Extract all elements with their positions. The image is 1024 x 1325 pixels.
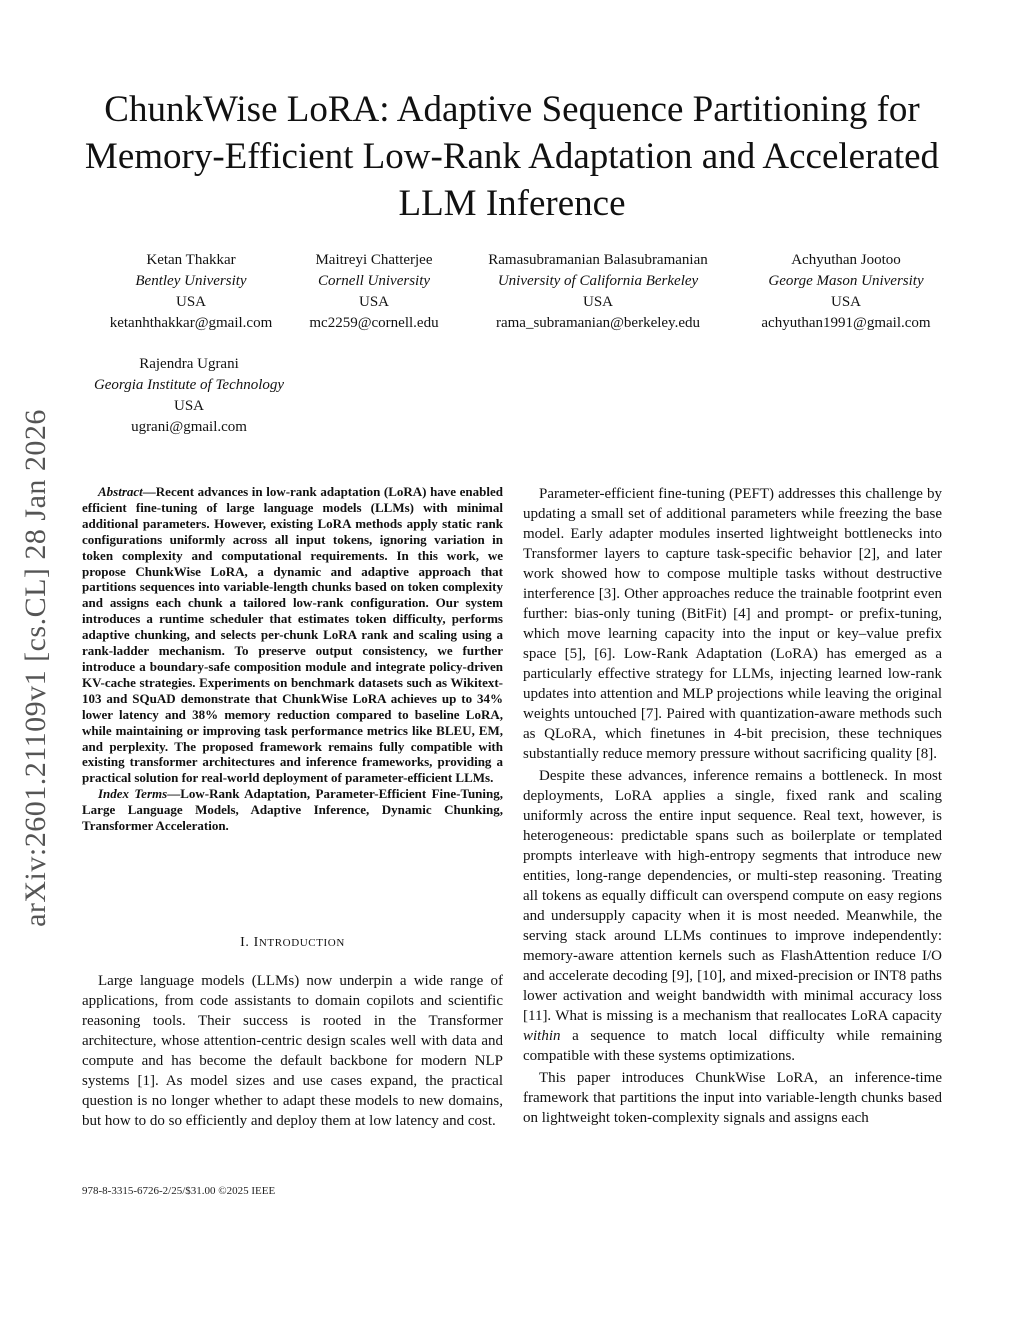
abstract [82,484,503,834]
right-column [523,484,942,1128]
author-country: USA [582,294,613,310]
author-block-1 [96,250,286,334]
intro-paragraph [82,971,503,1131]
author-country: USA [175,294,206,310]
paragraph-2-emphasis: within [523,1028,561,1044]
copyright-footnote: 978-8-3315-6726-2/25/$31.00 ©2025 IEEE [82,1185,276,1197]
author-affiliation: Bentley University [135,273,247,289]
author-email: rama_subramanian@berkeley.edu [495,315,700,331]
right-paragraph-2 [523,766,942,1066]
author-name: Achyuthan Jootoo [791,252,901,268]
author-affiliation: University of California Berkeley [497,273,699,289]
intro-paragraph-1: Large language models (LLMs) now underpin a wide range of applications, from code assistants to domain copilots and scientific reasoning tools. Their success is rooted in the Transformer architecture, whose attention-centric design scales well with data and compute and has become the default backbone for modern NLP systems [1]. As model sizes and use cases expand, the practical question is no longer whether to adapt these models to new domains, but how to do so efficiently and deploy them at low latency and cost. [82,973,503,1129]
author-block-5 [76,354,302,438]
paragraph-2-text-a: Despite these advances, inference remains a bottleneck. In most deployments, LoRA applies a single, fixed rank and scaling uniformly across the entire input sequence. Real text, however, is heterogeneous: predictable spans such as boilerplate or templated prompts interleave with high-entropy segments that introduce new entities, long-range dependencies, or multi-step reasoning. Treating all tokens as equally difficult can overspend compute on easy regions and undersupply capacity when it is most needed. Meanwhile, the serving stack around LLMs continues to improve independently: memory-aware attention kernels such as FlashAttention reduce I/O and accelerate decoding [9], [10], and mixed-precision or INT8 paths lower activation and weight bandwidth with minimal accuracy loss [11]. What is missing is a mechanism that reallocates LoRA capacity [523,768,942,1024]
abstract-label: Abstract [98,484,143,499]
author-country: USA [358,294,389,310]
author-affiliation: George Mason University [768,273,924,289]
author-block-2 [296,250,452,334]
arxiv-identifier [14,378,58,958]
author-name: Ketan Thakkar [146,252,236,268]
author-email: achyuthan1991@gmail.com [761,315,931,331]
right-paragraph-3: This paper introduces ChunkWise LoRA, an inference-time framework that partitions the input into variable-length chunks based on lightweight token-complexity signals and assigns each [523,1070,942,1126]
paragraph-2-text-b: a sequence to match local difficulty while remaining compatible with these systems optimizations. [523,1028,942,1064]
author-name: Rajendra Ugrani [139,356,239,372]
author-block-4 [746,250,946,334]
abstract-text: —Recent advances in low-rank adaptation (LoRA) have enabled efficient fine-tuning of large language models (LLMs) with minimal additional parameters. However, existing LoRA methods apply static rank configurations uniformly across all input tokens, ignoring variation in token complexity and computational requirements. In this work, we propose ChunkWise LoRA, a dynamic and adaptive approach that partitions sequences into variable-length chunks based on token complexity and assigns each chunk a tailored low-rank configuration. Our system introduces a runtime scheduler that estimates token difficulty, performs adaptive chunking, and selects per-chunk LoRA rank and scaling using a rank-ladder mechanism. To preserve output consistency, we further introduce a boundary-safe composition module and integrate policy-driven KV-cache strategies. Experiments on benchmark datasets such as Wikitext-103 and SQuAD demonstrate that ChunkWise LoRA achieves up to 34% lower latency and 38% memory reduction compared to baseline LoRA, while maintaining or improving task performance metrics like BLEU, EM, and perplexity. The proposed framework remains fully compatible with existing transformer architectures and inference frameworks, providing a practical solution for real-world deployment of parameter-efficient LLMs. [82,484,503,786]
author-country: USA [830,294,861,310]
section-title-rest: NTRODUCTION [258,937,345,949]
author-name: Ramasubramanian Balasubramanian [488,252,708,268]
index-terms-label: Index Terms [98,786,168,802]
author-email: ketanhthakkar@gmail.com [109,315,273,331]
section-initial: I [253,935,259,950]
index-terms-text: —Low-Rank Adaptation, Parameter-Efficient Fine-Tuning, Large Language Models, Adaptive Inference, Dynamic Chunking, Transformer Acceleration. [82,786,503,834]
author-email: ugrani@gmail.com [131,419,247,435]
author-affiliation: Cornell University [317,273,431,289]
arxiv-id-text: arXiv:2601.21109v1 [cs.CL] 28 Jan 2026 [19,409,52,927]
author-email: mc2259@cornell.edu [309,315,439,331]
author-name: Maitreyi Chatterjee [315,252,433,268]
author-country: USA [173,398,204,414]
section-number: I. [240,935,250,950]
paper-title: ChunkWise LoRA: Adaptive Sequence Partitioning for Memory-Efficient Low-Rank Adaptation and Accelerated LLM Inference [84,89,940,224]
right-paragraph-1: Parameter-efficient fine-tuning (PEFT) addresses this challenge by updating a small set of additional parameters while freezing the base model. Early adapter modules inserted lightweight bottlenecks into Transformer layers to capture task-specific behavior [2], and later work showed how to compose multiple tasks without destructive interference [3]. Other approaches reduce the trainable footprint even further: bias-only tuning (BitFit) [4] and prompt- or prefix-tuning, which move learning capacity into the input or key–value prefix space [5], [6]. Low-Rank Adaptation (LoRA) has emerged as a particularly effective strategy for LLMs, injecting learned low-rank updates into attention and MLP projections while leaving the original weights untouched [7]. Paired with quantization-aware methods such as QLoRA, which finetunes in 4-bit precision, these techniques substantially reduce memory pressure without sacrificing quality [8]. [523,486,942,762]
section-heading [82,935,503,951]
author-affiliation: Georgia Institute of Technology [93,377,285,393]
author-block-3 [460,250,736,334]
